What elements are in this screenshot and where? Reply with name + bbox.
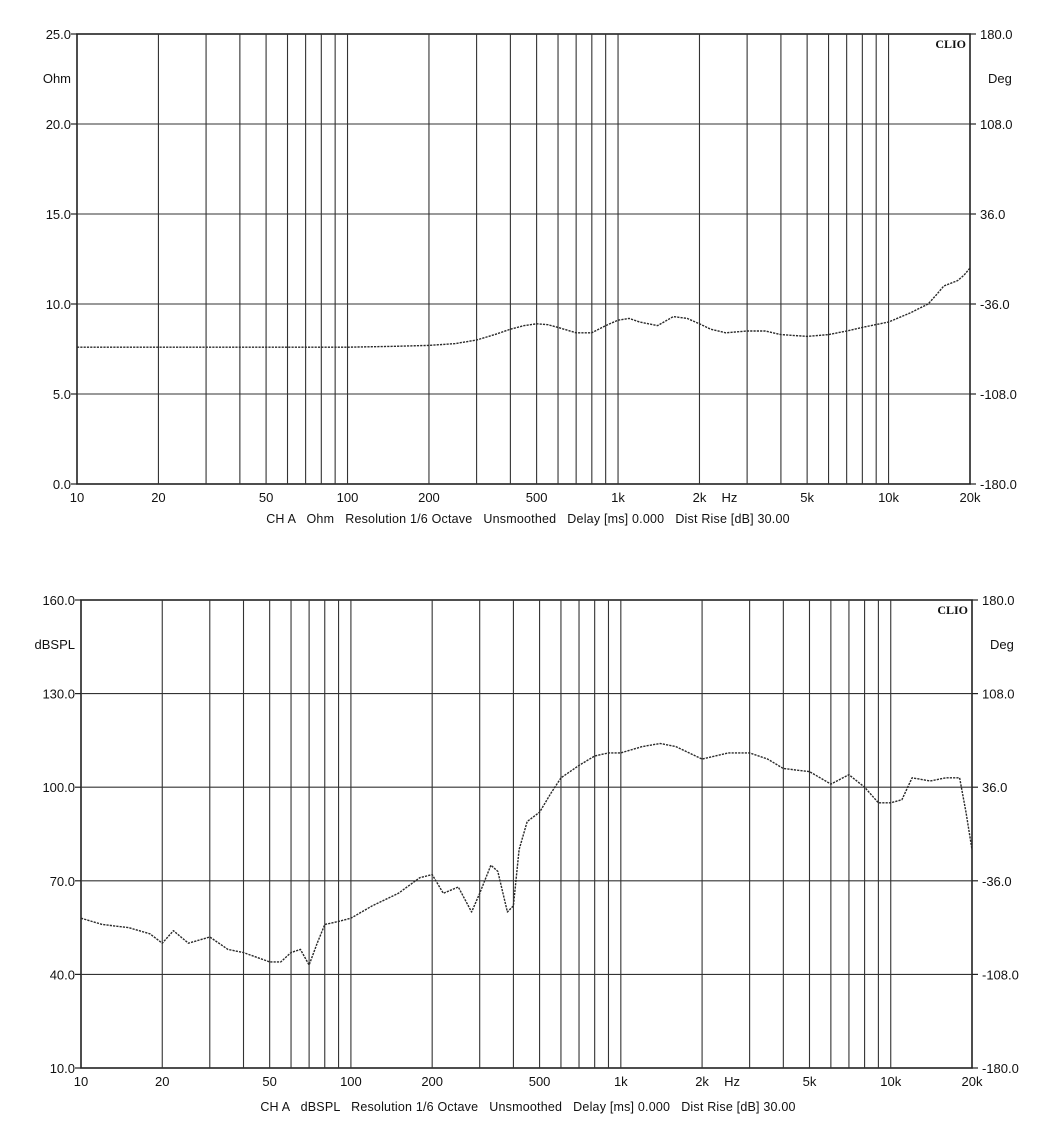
imp-plot-frame [77,34,970,484]
imp-y2label: Deg [988,71,1012,86]
spl-xtick-label-5: 500 [528,1074,551,1089]
imp-xtick-label-6: 1k [611,490,625,505]
impedance-caption: CH A Ohm Resolution 1/6 Octave Unsmoothed Delay [ms] 0.000 Dist Rise [dB] 30.00 [266,512,790,526]
spl-ytick-label-5: 160.0 [42,593,75,608]
spl-xunit-label: Hz [724,1074,741,1089]
imp-y2tick-label-3: 36.0 [980,207,1006,222]
spl-y2tick-label-0: -180.0 [982,1061,1019,1076]
spl-xtick-label-4: 200 [421,1074,444,1089]
spl-ytick-label-2: 70.0 [49,873,75,889]
spl-xtick-label-9: 10k [880,1074,902,1089]
spl-chart [0,565,1056,1125]
impedance-plot [0,0,1056,510]
imp-ytick-label-0: 0.0 [52,477,71,492]
spl-plot [0,565,1056,1095]
spl-xtick-label-7: 2k [695,1074,709,1089]
spl-y2tick-label-3: 36.0 [982,780,1008,796]
spl-xtick-label-8: 5k [802,1074,817,1089]
spl-xtick-label-3: 100 [340,1074,362,1089]
imp-y2tick-label-1: -108.0 [980,387,1017,402]
spl-xtick-label-1: 20 [155,1074,170,1089]
spl-xtick-label-0: 10 [73,1074,89,1089]
imp-y2tick-label-4: 108.0 [980,117,1013,132]
imp-xunit-label: Hz [721,490,738,505]
imp-xtick-label-4: 200 [418,490,440,505]
imp-y2tick-label-0: -180.0 [980,477,1017,492]
spl-ytick-label-1: 40.0 [49,967,75,983]
spl-y2tick-label-1: -108.0 [982,967,1019,983]
imp-xtick-label-5: 500 [525,490,548,505]
spl-y2tick-label-4: 108.0 [982,686,1015,702]
impedance-chart [0,0,1056,545]
imp-xtick-label-0: 10 [69,490,85,505]
spl-ytick-label-0: 10.0 [49,1061,75,1076]
imp-y2tick-label-5: 180.0 [980,27,1013,42]
spl-xtick-label-2: 50 [262,1074,277,1089]
imp-xtick-label-3: 100 [336,490,359,505]
spl-brand-logo: CLIO [937,603,968,617]
imp-ytick-label-1: 5.0 [52,387,71,402]
spl-xtick-label-6: 1k [613,1074,628,1089]
imp-xtick-label-8: 5k [800,490,814,505]
imp-xtick-label-2: 50 [258,490,274,505]
imp-ylabel: Ohm [42,71,71,86]
imp-ytick-label-4: 20.0 [45,117,71,132]
spl-xtick-label-10: 20k [961,1074,983,1089]
imp-ytick-label-3: 15.0 [45,207,71,222]
spl-y2tick-label-5: 180.0 [982,593,1015,608]
imp-xtick-label-1: 20 [151,490,166,505]
imp-xtick-label-9: 10k [878,490,900,505]
spl-ylabel: dBSPL [34,637,75,652]
spl-y2tick-label-2: -36.0 [982,873,1012,889]
spl-caption: CH A dBSPL Resolution 1/6 Octave Unsmoothed Delay [ms] 0.000 Dist Rise [dB] 30.00 [260,1100,796,1114]
imp-brand-logo: CLIO [935,37,966,51]
imp-xtick-label-7: 2k [692,490,707,505]
spl-plot-frame [81,600,972,1068]
imp-ytick-label-5: 25.0 [45,27,71,42]
spl-ytick-label-4: 130.0 [42,686,75,702]
spl-ytick-label-3: 100.0 [42,780,75,796]
imp-ytick-label-2: 10.0 [45,297,71,312]
imp-y2tick-label-2: -36.0 [980,297,1010,312]
spl-y2label: Deg [990,637,1014,652]
imp-xtick-label-10: 20k [959,490,981,505]
